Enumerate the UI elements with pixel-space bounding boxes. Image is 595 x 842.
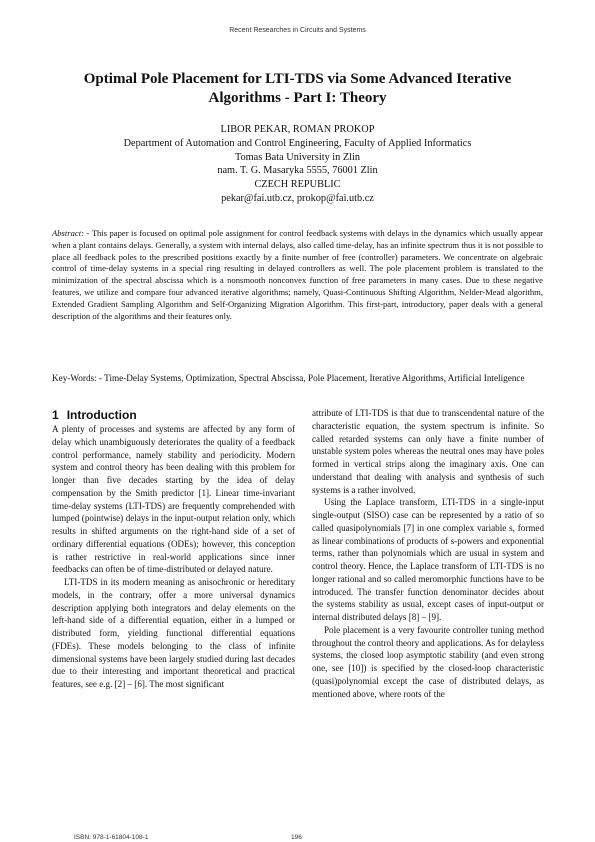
author-country: CZECH REPUBLIC [254, 179, 341, 191]
abstract-text: - This paper is focused on optimal pole assignment for control feedback systems with delays in the dynamics which usually appear when a plant contains delays. Generally, a system with internal delays, also called time-delay, has an infinite spectrum thus it is not possible to place all feedback poles to the prescribed positions exactly by a finite number of free (controller) parameters. We concentrate on algebraic control of time-delay systems in a special ring resulting in delayed controllers as well. The pole placement problem is translated to the minimization of the spectral abscissa which is a nonsmooth nonconvex function of free parameters in many cases. Due to these negative features, we utilize and compare four advanced iterative algorithms; namely, Quasi-Continuous Shifting Algorithm, Nelder-Mead algorithm, Extended Gradient Sampling Algorithm and Self-Organizing Migration Algorithm. This first-part, introductory, paper deals with a general description of the algorithms and their features only. [52, 228, 543, 321]
paragraph: LTI-TDS in its modern meaning as anisochronic or hereditary models, in the contrary, offer a more universal dynamics description applying both integrators and delay elements on the left-hand side of a differential equation, either in a lumped or distributed form, yielding functional differential equations (FDEs). These models belonging to the class of infinite dimensional systems have been largely studied during last decades due to their interesting and important theoretical and practical features, see e.g. [2] – [6]. The most significant [52, 577, 295, 689]
abstract-label: Abstract: [52, 228, 84, 238]
section-heading [52, 408, 292, 422]
title-line: Algorithms - Part I: Theory [208, 90, 387, 106]
section-title: Introduction [66, 408, 137, 422]
title-line: Optimal Pole Placement for LTI-TDS via Some Advanced Iterative [83, 71, 512, 87]
paragraph: A plenty of processes and systems are affected by any form of delay which unambiguously deteriorates the quality of a feedback control performance, namely stability and periodicity. Modern system and control theory has been dealing with this problem for longer than five decades starting by the idea of delay compensation by the Smith predictor [1]. Linear time-invariant time-delay systems (LTI-TDS) are frequently comprehended with lumped (pointwise) delays in the input-output relation only, which results in shifted arguments on the right-hand side of a set of ordinary differential equations (ODEs); however, this conception is rather restrictive in real-world applications since inner feedbacks can often be of time-distributed or delayed nature. [52, 424, 295, 575]
keywords-text: - Time-Delay Systems, Optimization, Spectral Abscissa, Pole Placement, Iterative Algorithms, Artificial Inteligence [96, 373, 525, 383]
paragraph: Pole placement is a very favourite controller tuning method throughout the control theory and applications. As for delayless systems, the closed loop asymptotic stability (and even strong one, see [10]) is specified by the closed-loop characteristic (quasi)polynomial except the case of distributed delays, as mentioned above, where roots of the [312, 624, 544, 699]
running-head: Recent Researches in Circuits and Systems [229, 27, 366, 34]
author-names: LIBOR PEKAR, ROMAN PROKOP [220, 124, 375, 135]
author-block [40, 123, 555, 206]
footer-isbn: ISBN: 978-1-61804-108-1 [74, 834, 149, 841]
author-emails: pekar@fai.utb.cz, prokop@fai.utb.cz [221, 192, 374, 204]
left-column [52, 423, 295, 691]
right-column [312, 407, 544, 700]
paragraph: Using the Laplace transform, LTI-TDS in a single-input single-output (SISO) case can be represented by a ratio of so called quasipolynomials [7] in one complex variable s, formed as linear combinations of products of s-powers and exponential terms, rather than polynomials which are usual in system and control theory. Hence, the Laplace transform of LTI-TDS is no longer rational and so called meromorphic functions have to be introduced. The transfer function denominator decides about the systems stability as usual, except cases of input-output or internal distributed delays [8] – [9]. [312, 497, 544, 622]
keywords [52, 372, 543, 384]
paper-title [50, 70, 545, 108]
section-number: 1 [52, 408, 59, 422]
author-department: Department of Automation and Control Engineering, Faculty of Applied Informatics [123, 137, 472, 149]
abstract [52, 228, 543, 322]
author-address: nam. T. G. Masaryka 5555, 76001 Zlin [217, 165, 378, 177]
keywords-label: Key-Words: [52, 373, 97, 383]
author-university: Tomas Bata University in Zlin [234, 151, 361, 163]
page-number: 196 [291, 834, 302, 841]
paragraph: attribute of LTI-TDS is that due to transcendental nature of the characteristic equation, the system spectrum is infinite. So called retarded systems can only have a finite number of unstable system poles whereas the neutral ones may have poles formed in vertical strips along the imaginary axis. One can understand that dealing with analysis and synthesis of such systems is a rather involved. [312, 408, 544, 495]
